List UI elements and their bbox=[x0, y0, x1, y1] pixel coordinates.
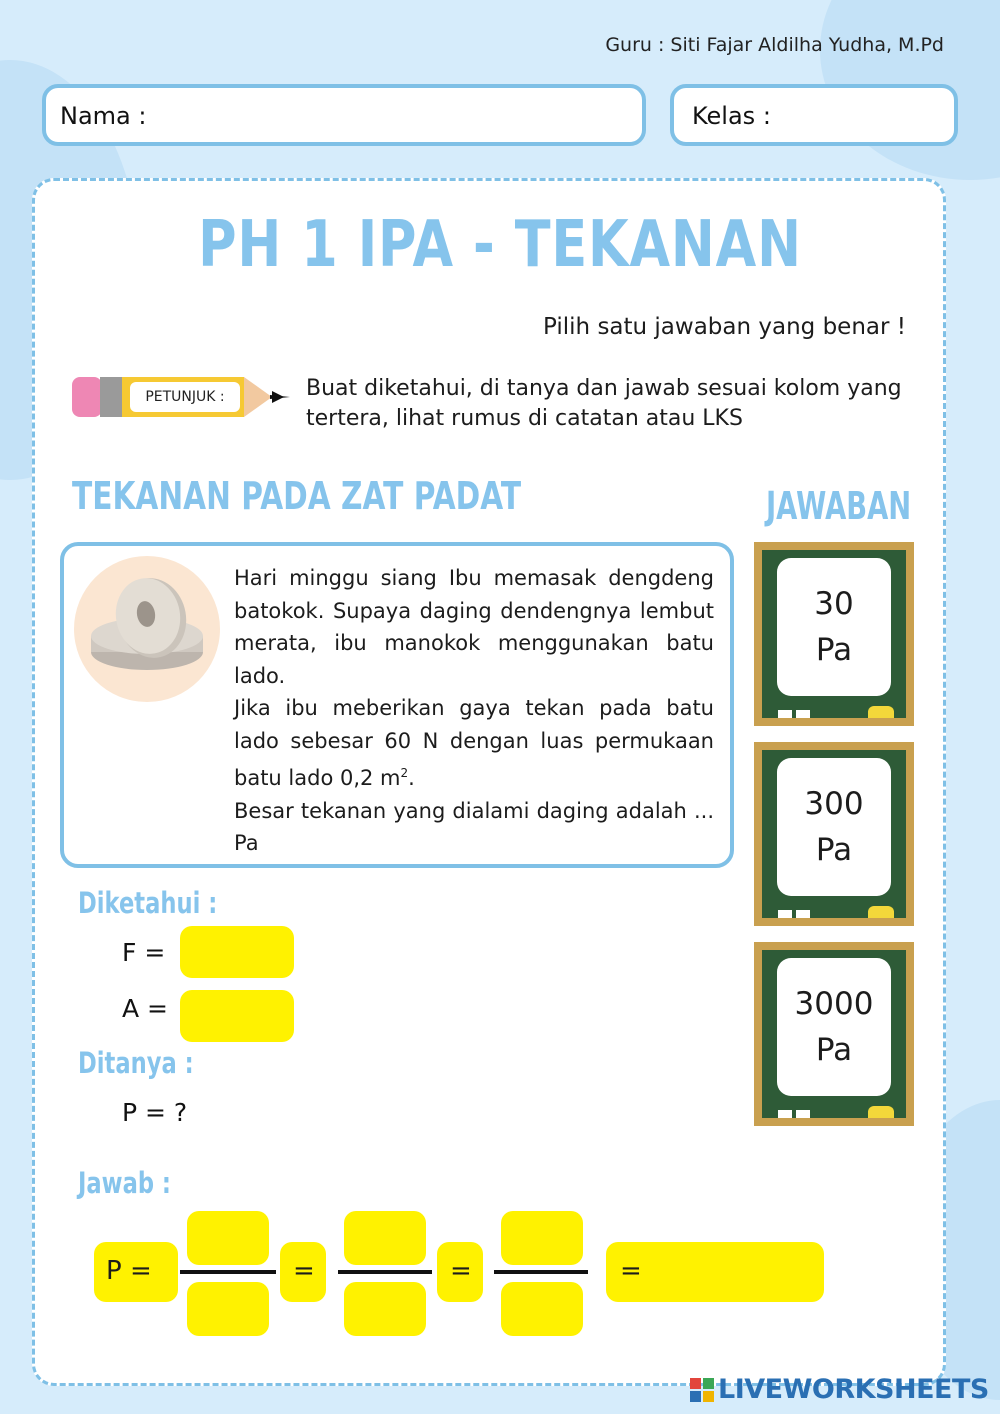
p-equals-label: P = bbox=[106, 1256, 152, 1286]
answer-option-3[interactable] bbox=[777, 958, 891, 1096]
instruction-text: Pilih satu jawaban yang benar ! bbox=[543, 314, 906, 340]
petunjuk-text: Buat diketahui, di tanya dan jawab sesuai kolom yang tertera, lihat rumus di catatan atau LKS bbox=[306, 376, 902, 431]
a-input[interactable] bbox=[180, 990, 294, 1042]
answer-board-1 bbox=[754, 542, 914, 726]
f-label: F = bbox=[122, 938, 166, 967]
answer-unit: Pa bbox=[815, 832, 853, 868]
problem-text bbox=[234, 562, 714, 860]
answer-value: 30 bbox=[814, 586, 854, 622]
nama-input[interactable] bbox=[156, 102, 636, 132]
fraction-line-2 bbox=[338, 1270, 432, 1274]
chalk-icon bbox=[796, 1110, 810, 1118]
ditanya-title: Ditanya : bbox=[78, 1046, 194, 1080]
teacher-name: Guru : Siti Fajar Aldilha Yudha, M.Pd bbox=[605, 34, 944, 56]
p-question: P = ? bbox=[122, 1098, 188, 1127]
equals-sign: = bbox=[620, 1256, 642, 1286]
equals-sign: = bbox=[450, 1256, 472, 1286]
equals-sign: = bbox=[293, 1256, 315, 1286]
problem-box bbox=[60, 542, 734, 868]
chalkboard bbox=[762, 750, 906, 918]
kelas-input[interactable] bbox=[784, 102, 944, 132]
superscript-2: 2 bbox=[400, 766, 409, 780]
diketahui-title: Diketahui : bbox=[78, 886, 218, 920]
denominator-1-input[interactable] bbox=[187, 1282, 269, 1336]
chalk-icon bbox=[796, 910, 810, 918]
problem-paragraph-1: Hari minggu siang Ibu memasak dengdeng batokok. Supaya daging dendengnya lembut merata, ibu manokok menggunakan batu lado. bbox=[234, 566, 714, 688]
eraser-icon bbox=[868, 1106, 894, 1118]
kelas-label: Kelas : bbox=[692, 102, 771, 130]
section-title-zat-padat: TEKANAN PADA ZAT PADAT bbox=[72, 474, 522, 518]
liveworksheets-logo-icon bbox=[690, 1378, 714, 1402]
jawab-title: Jawab : bbox=[78, 1166, 171, 1200]
f-input[interactable] bbox=[180, 926, 294, 978]
liveworksheets-logo-text: LIVEWORKSHEETS bbox=[718, 1374, 989, 1405]
eraser-icon bbox=[868, 706, 894, 718]
final-answer-input[interactable] bbox=[656, 1252, 812, 1292]
answer-unit: Pa bbox=[815, 1032, 853, 1068]
equals-box-1 bbox=[280, 1242, 326, 1302]
section-title-jawaban: JAWABAN bbox=[766, 484, 912, 528]
answer-option-2[interactable] bbox=[777, 758, 891, 896]
chalkboard bbox=[762, 550, 906, 718]
denominator-2-input[interactable] bbox=[344, 1282, 426, 1336]
chalkboard bbox=[762, 950, 906, 1118]
page-title: PH 1 IPA - TEKANAN bbox=[198, 208, 802, 282]
kelas-field[interactable] bbox=[670, 84, 958, 146]
chalk-icon bbox=[796, 710, 810, 718]
final-answer-box bbox=[606, 1242, 824, 1302]
nama-field[interactable] bbox=[42, 84, 646, 146]
nama-label: Nama : bbox=[60, 102, 147, 130]
answer-board-2 bbox=[754, 742, 914, 926]
chalk-icon bbox=[778, 710, 792, 718]
numerator-3-input[interactable] bbox=[501, 1211, 583, 1265]
answer-value: 300 bbox=[804, 786, 864, 822]
chalk-icon bbox=[778, 1110, 792, 1118]
fraction-line-3 bbox=[494, 1270, 588, 1274]
chalk-icon bbox=[778, 910, 792, 918]
petunjuk-badge: PETUNJUK : bbox=[130, 382, 240, 412]
numerator-1-input[interactable] bbox=[187, 1211, 269, 1265]
batu-lado-icon bbox=[74, 556, 220, 702]
denominator-3-input[interactable] bbox=[501, 1282, 583, 1336]
p-equals-box bbox=[94, 1242, 178, 1302]
problem-paragraph-2 bbox=[234, 692, 714, 795]
answer-unit: Pa bbox=[815, 632, 853, 668]
stone-image-circle bbox=[74, 556, 220, 702]
equals-box-2 bbox=[437, 1242, 483, 1302]
answer-board-3 bbox=[754, 942, 914, 1126]
eraser-icon bbox=[868, 906, 894, 918]
problem-paragraph-2-end: . bbox=[408, 766, 415, 790]
a-label: A = bbox=[122, 994, 168, 1023]
numerator-2-input[interactable] bbox=[344, 1211, 426, 1265]
problem-paragraph-3: Besar tekanan yang dialami daging adalah ... Pa bbox=[234, 798, 714, 855]
answer-option-1[interactable] bbox=[777, 558, 891, 696]
problem-paragraph-2-text: Jika ibu meberikan gaya tekan pada batu lado sebesar 60 N dengan luas permukaan batu lado 0,2 m bbox=[234, 696, 714, 790]
answer-value: 3000 bbox=[794, 986, 874, 1022]
fraction-line-1 bbox=[180, 1270, 276, 1274]
